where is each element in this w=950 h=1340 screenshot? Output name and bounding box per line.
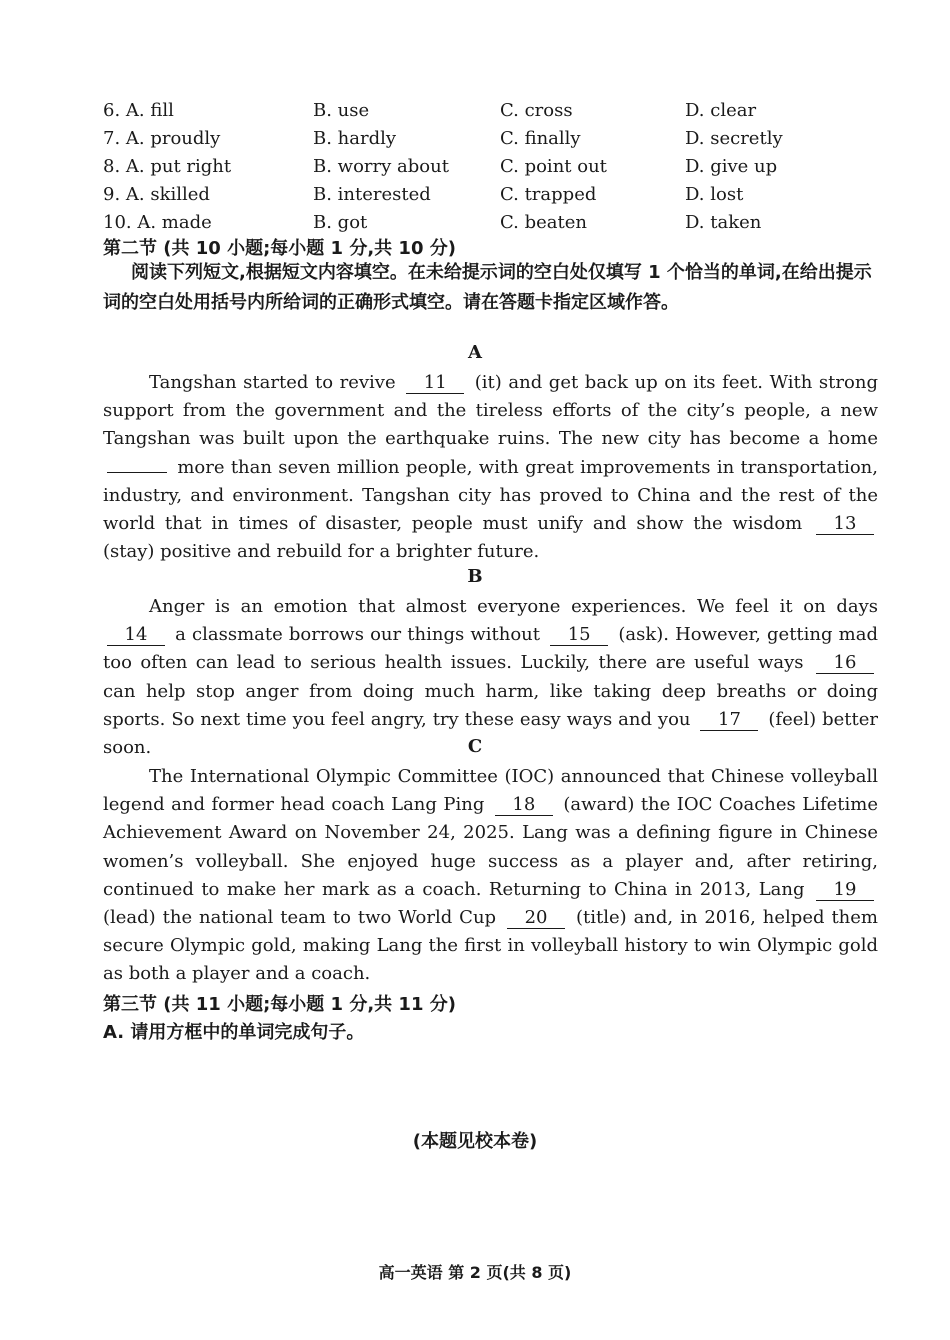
option-c: C. beaten — [500, 211, 587, 233]
options-table — [103, 96, 893, 236]
option-b: B. interested — [313, 183, 431, 205]
passage-text: a classmate borrows our things without — [175, 624, 541, 646]
option-d: D. give up — [685, 155, 778, 177]
passage-text: can help stop anger from doing much harm, like taking deep breaths or doing sports. So next time you feel angry, try these easy ways and you — [103, 680, 878, 730]
option-c: C. trapped — [500, 183, 597, 205]
option-row — [103, 96, 893, 124]
school-volume-note: (本题见校本卷) — [412, 1131, 538, 1152]
passage-text: (lead) the national team to two World Cup — [103, 907, 497, 929]
option-b: B. got — [313, 211, 368, 233]
section2-instruction: 阅读下列短文,根据短文内容填空。在未给提示词的空白处仅填写 1 个恰当的单词,在给出提示词的空白处用括号内所给词的正确形式填空。请在答题卡指定区域作答。 — [103, 262, 872, 313]
blank-18: 18 — [495, 795, 553, 816]
blank-15: 15 — [550, 625, 608, 646]
option-b: B. hardly — [313, 127, 397, 149]
blank-19: 19 — [816, 880, 874, 901]
option-b: B. use — [313, 99, 370, 121]
option-a: 9. A. skilled — [103, 183, 210, 205]
page-footer: 高一英语 第 2 页(共 8 页) — [378, 1263, 572, 1282]
option-d: D. clear — [685, 99, 757, 121]
blank-12 — [107, 472, 167, 473]
passage-text: (award) the IOC Coaches Lifetime Achievement Award on November 24, 2025. Lang was a defining figure in Chinese women’s volleyball. She enjoyed huge success as a player and, after retiring, continued to make her mark as a coach. Returning to China in 2013, Lang — [103, 794, 878, 900]
option-row — [103, 152, 893, 180]
passage-b-title: B — [467, 566, 483, 587]
blank-13: 13 — [816, 514, 874, 535]
passage-text: (it) and get back up on its feet. With strong support from the government and the tireless efforts of the city’s people, a new Tangshan was built upon the earthquake ruins. The new city has become a home — [103, 372, 878, 450]
section2-heading: 第二节 (共 10 小题;每小题 1 分,共 10 分) — [103, 238, 456, 259]
passage-a-title: A — [468, 342, 482, 363]
option-b: B. worry about — [313, 155, 449, 177]
section3-heading: 第三节 (共 11 小题;每小题 1 分,共 11 分) — [103, 994, 456, 1015]
option-c: C. cross — [500, 99, 573, 121]
option-a: 10. A. made — [103, 211, 212, 233]
blank-14: 14 — [107, 625, 165, 646]
passage-text: Tangshan started to revive — [149, 372, 396, 393]
option-a: 8. A. put right — [103, 155, 232, 177]
option-row — [103, 124, 893, 152]
passage-c-title: C — [467, 736, 483, 757]
option-row — [103, 180, 893, 208]
passage-a — [103, 369, 878, 566]
passage-text: (ask). However, getting mad too often can lead to serious health issues. Luckily, there are useful ways — [103, 624, 878, 674]
blank-20: 20 — [507, 908, 565, 929]
blank-11: 11 — [406, 373, 464, 394]
option-a: 6. A. fill — [103, 99, 174, 121]
passage-text: (title) and, in 2016, helped them secure Olympic gold, making Lang the first in volleyball history to win Olympic gold as both a player and a coach. — [103, 907, 878, 985]
option-c: C. finally — [500, 127, 581, 149]
blank-16: 16 — [816, 653, 874, 674]
passage-text: (stay) positive and rebuild for a brighter future. — [103, 541, 540, 563]
passage-text: The International Olympic Committee (IOC) announced that Chinese volleyball legend and former head coach Lang Ping — [103, 766, 878, 816]
passage-c — [103, 763, 878, 989]
option-d: D. secretly — [685, 127, 783, 149]
option-d: D. lost — [685, 183, 744, 205]
passage-text: (feel) better soon. — [103, 708, 878, 759]
option-row — [103, 208, 893, 236]
passage-text: Anger is an emotion that almost everyone experiences. We feel it on days — [149, 596, 878, 617]
section3-subheading: A. 请用方框中的单词完成句子。 — [103, 1022, 365, 1043]
option-a: 7. A. proudly — [103, 127, 221, 149]
option-c: C. point out — [500, 155, 607, 177]
passage-text: more than seven million people, with great improvements in transportation, industry, and environment. Tangshan city has proved to China and the rest of the world that in times of disaster, people must unify and show the wisdom — [103, 456, 878, 535]
blank-17: 17 — [700, 710, 758, 731]
option-d: D. taken — [685, 211, 762, 233]
